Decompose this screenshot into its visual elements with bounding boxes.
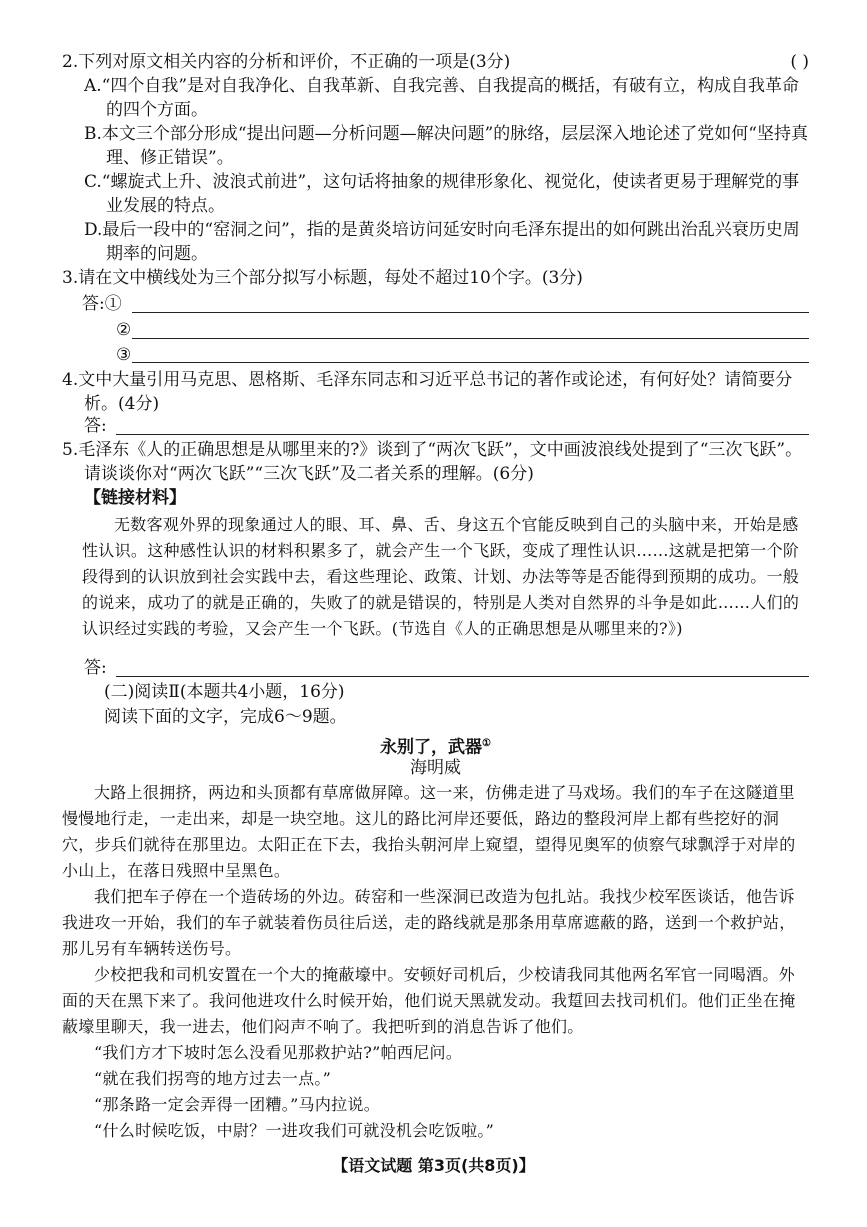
story-paragraph: 大路上很拥挤，两边和头顶都有草席做屏障。这一来，仿佛走进了马戏场。我们的车子在这隧道里慢慢地行走，一走出来，却是一块空地。这儿的路比河岸还要低，路边的整段河岸上都有些挖好的洞穴，步兵们就待在那里边。太阳正在下去，我抬头朝河岸上窥望，望得见奥军的侦察气球飘浮于对岸的小山上，在落日残照中呈黑色。	[62, 783, 796, 880]
story-paragraph: 少校把我和司机安置在一个大的掩蔽壕中。安顿好司机后，少校请我同其他两名军官一同喝酒。外面的天在黑下来了。我问他进攻什么时候开始，他们说天黑就发动。我踅回去找司机们。他们正坐在掩蔽壕里聊天，我一进去，他们闷声不响了。我把听到的消息告诉了他们。	[62, 965, 796, 1036]
link-material-text: 无数客观外界的现象通过人的眼、耳、鼻、舌、身这五个官能反映到自己的头脑中来，开始是感性认识。这种感性认识的材料积累多了，就会产生一个飞跃，变成了理性认识……这就是把第一个阶段得到的认识放到社会实践中去，看这些理论、政策、计划、办法等等是否能得到预期的成功。一般的说来，成功了的就是正确的，失败了的就是错误的，特别是人类对自然界的斗争是如此……人们的认识经过实践的考验，又会产生一个飞跃。(节选自《人的正确思想是从哪里来的?》)	[82, 515, 800, 638]
story-author: 海明威	[410, 758, 461, 778]
link-material-title: 【链接材料】	[84, 488, 186, 508]
question-3-stem: 3.请在文中横线处为三个部分拟写小标题，每处不超过10个字。(3分)	[62, 268, 583, 288]
q3-answer-3-label: ③	[116, 345, 132, 365]
story-paragraph: “我们方才下坡时怎么没看见那救护站?”帕西尼问。	[94, 1043, 463, 1062]
q2-option-b: B.本文三个部分形成“提出问题—分析问题—解决问题”的脉络，层层深入地论述了党如何“坚持真理、修正错误”。	[84, 124, 808, 168]
q4-answer-label: 答:	[84, 416, 107, 436]
story-paragraph: “那条路一定会弄得一团糟。”马内拉说。	[94, 1095, 381, 1114]
q2-option-a: A.“四个自我”是对自我净化、自我革新、自我完善、自我提高的概括，有破有立，构成自我革命的四个方面。	[84, 76, 800, 120]
q3-answer-1-label: 答:①	[82, 294, 122, 314]
story-body	[62, 780, 809, 1144]
footnote-mark: ①	[482, 738, 491, 749]
question-4-stem: 4.文中大量引用马克思、恩格斯、毛泽东同志和习近平总书记的著作或论述，有何好处？请简要分析。(4分)	[62, 370, 793, 414]
story-paragraph: “什么时候吃饭，中尉？一进攻我们可就没机会吃饭啦。”	[94, 1121, 495, 1140]
q2-option-d: D.最后一段中的“窑洞之问”，指的是黄炎培访问延安时向毛泽东提出的如何跳出治乱兴衰历史周期率的问题。	[84, 220, 800, 264]
q5-answer-line[interactable]	[116, 676, 809, 677]
question-2	[62, 50, 809, 74]
q4-answer-line[interactable]	[116, 434, 809, 435]
q3-answer-2-line[interactable]	[132, 338, 809, 339]
page-footer: 【语文试题 第3页(共8页)】	[332, 1156, 535, 1175]
section-2-title: (二)阅读Ⅱ(本题共4小题，16分)	[104, 682, 345, 702]
q3-answer-2-label: ②	[116, 320, 132, 340]
q2-option-c: C.“螺旋式上升、波浪式前进”，这句话将抽象的规律形象化、视觉化，使读者更易于理解党的事业发展的特点。	[84, 172, 800, 216]
story-paragraph: “就在我们拐弯的地方过去一点。”	[94, 1069, 332, 1088]
q3-answer-1-line[interactable]	[132, 312, 809, 313]
story-title-text: 永别了，武器	[380, 737, 483, 758]
q3-answer-3-line[interactable]	[132, 362, 809, 363]
story-paragraph: 我们把车子停在一个造砖场的外边。砖窑和一些深洞已改造为包扎站。我找少校军医谈话，他告诉我进攻一开始，我们的车子就装着伤员往后送，走的路线就是那条用草席遮蔽的路，送到一个救护站，那儿另有车辆转送伤号。	[62, 887, 796, 958]
answer-bracket[interactable]: ( )	[790, 52, 809, 72]
q5-answer-label: 答:	[84, 658, 107, 678]
question-2-stem: 2.下列对原文相关内容的分析和评价，不正确的一项是(3分)	[62, 52, 511, 72]
question-5-stem: 5.毛泽东《人的正确思想是从哪里来的?》谈到了“两次飞跃”，文中画波浪线处提到了“三次飞跃”。请谈谈你对“两次飞跃”“三次飞跃”及二者关系的理解。(6分)	[62, 440, 803, 484]
section-2-instruction: 阅读下面的文字，完成6～9题。	[104, 707, 347, 727]
